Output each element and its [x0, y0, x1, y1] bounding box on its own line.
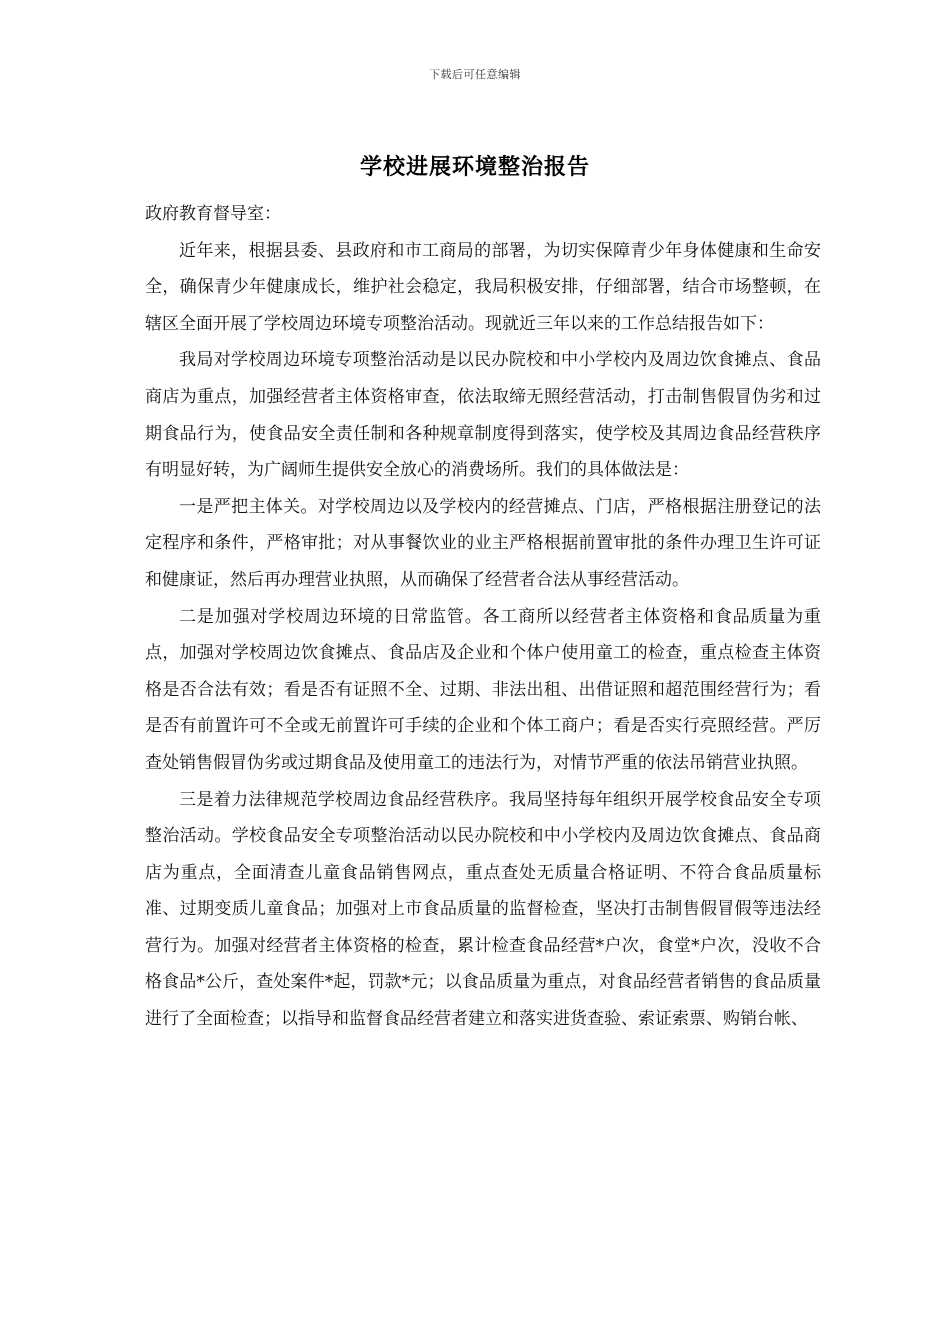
- paragraph-point-one: 一是严把主体关。对学校周边以及学校内的经营摊点、门店，严格根据注册登记的法定程序和条件，严格审批；对从事餐饮业的业主严格根据前置审批的条件办理卫生许可证和健康证，然后再办理营业执照，从而确保了经营者合法从事经营活动。: [145, 496, 821, 590]
- document-title: 学校进展环境整治报告: [359, 154, 590, 180]
- salutation: 政府教育督导室：: [145, 204, 281, 224]
- header-note: 下载后可任意编辑: [429, 68, 521, 81]
- document-body: [145, 196, 821, 1038]
- paragraph-intro: 近年来，根据县委、县政府和市工商局的部署，为切实保障青少年身体健康和生命安全，确保青少年健康成长，维护社会稳定，我局积极安排，仔细部署，结合市场整顿，在辖区全面开展了学校周边环境专项整治活动。现就近三年以来的工作总结报告如下：: [145, 240, 821, 334]
- paragraph-overview: 我局对学校周边环境专项整治活动是以民办院校和中小学校内及周边饮食摊点、食品商店为重点，加强经营者主体资格审查，依法取缔无照经营活动，打击制售假冒伪劣和过期食品行为，使食品安全责任制和各种规章制度得到落实，使学校及其周边食品经营秩序有明显好转，为广阔师生提供安全放心的消费场所。我们的具体做法是：: [145, 350, 821, 481]
- paragraph-point-three: 三是着力法律规范学校周边食品经营秩序。我局坚持每年组织开展学校食品安全专项整治活动。学校食品安全专项整治活动以民办院校和中小学校内及周边饮食摊点、食品商店为重点，全面清查儿童食品销售网点，重点查处无质量合格证明、不符合食品质量标准、过期变质儿童食品；加强对上市食品质量的监督检查，坚决打击制售假冒假等违法经营行为。加强对经营者主体资格的检查，累计检查食品经营*户次，食堂*户次，没收不合格食品*公斤，查处案件*起，罚款*元；以食品质量为重点，对食品经营者销售的食品质量进行了全面检查；以指导和监督食品经营者建立和落实进货查验、索证索票、购销台帐、: [145, 789, 821, 1030]
- paragraph-point-two: 二是加强对学校周边环境的日常监管。各工商所以经营者主体资格和食品质量为重点，加强对学校周边饮食摊点、食品店及企业和个体户使用童工的检查，重点检查主体资格是否合法有效；看是否有证照不全、过期、非法出租、出借证照和超范围经营行为；看是否有前置许可不全或无前置许可手续的企业和个体工商户；看是否实行亮照经营。严厉查处销售假冒伪劣或过期食品及使用童工的违法行为，对情节严重的依法吊销营业执照。: [145, 606, 821, 773]
